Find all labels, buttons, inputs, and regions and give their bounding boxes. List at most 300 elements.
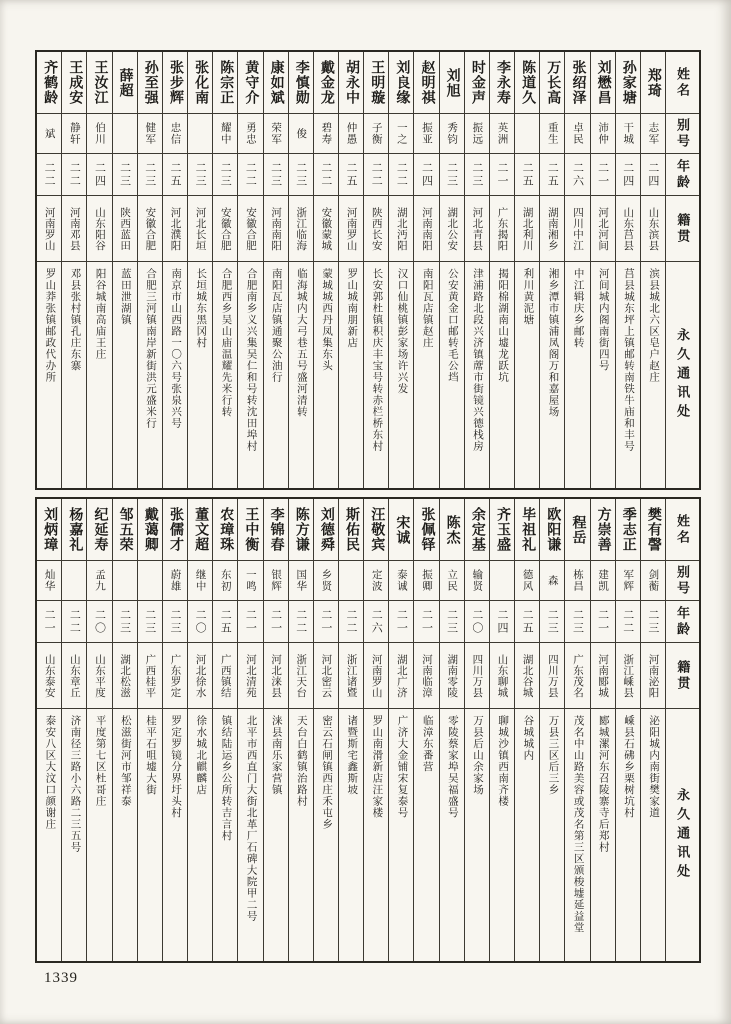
person-age: 二三 (188, 153, 212, 195)
person-address: 莒县城东坪上镇邮转南铁牛庙和丰号 (616, 261, 640, 488)
person-alias: 泰诚 (389, 560, 413, 600)
person-name: 张儒才 (167, 507, 183, 552)
person-age: 二四 (616, 153, 640, 195)
person-alias: 健军 (138, 113, 162, 153)
person-name: 胡永中 (344, 60, 360, 105)
person-alias: 一鸣 (238, 560, 262, 600)
entry-column (514, 499, 539, 961)
person-age: 二二 (289, 600, 313, 642)
person-alias: 荣军 (264, 113, 288, 153)
entry-column (61, 499, 86, 961)
person-alias: 森 (540, 560, 564, 600)
person-name: 张佩铎 (419, 507, 435, 552)
person-native-place: 湖北谷城 (515, 642, 539, 708)
person-age: 二〇 (465, 600, 489, 642)
person-age: 二一 (37, 600, 61, 642)
person-native-place: 安徽合肥 (138, 195, 162, 261)
person-address: 徐水城北麒麟店 (188, 708, 212, 961)
person-alias: 建凯 (591, 560, 615, 600)
person-native-place: 湖北沔阳 (389, 195, 413, 261)
person-alias: 静轩 (62, 113, 86, 153)
person-age: 二二 (62, 600, 86, 642)
person-alias: 沛仲 (591, 113, 615, 153)
entry-column (112, 499, 137, 961)
person-address: 镇结陆运乡公所转吉言村 (213, 708, 237, 961)
person-name: 王明璇 (369, 60, 385, 105)
person-age: 二二 (364, 153, 388, 195)
person-age: 二三 (565, 600, 589, 642)
person-name: 薛超 (117, 67, 133, 98)
person-address: 万县后山余家场 (465, 708, 489, 961)
person-address: 涞县南乐家营镇 (264, 708, 288, 961)
entry-column (489, 499, 514, 961)
entry-column (263, 499, 288, 961)
entry-column (514, 52, 539, 488)
person-name: 毕祖礼 (520, 507, 536, 552)
person-native-place: 广西桂平 (138, 642, 162, 708)
person-address: 合肥南乡义兴集吴仁和号转沈田埠村 (238, 261, 262, 488)
person-alias: 栋昌 (565, 560, 589, 600)
entry-column (338, 52, 363, 488)
person-address: 公安黄金口邮转毛公垱 (440, 261, 464, 488)
entry-column (313, 499, 338, 961)
person-native-place: 四川中江 (565, 195, 589, 261)
person-native-place: 河南泌阳 (641, 642, 665, 708)
person-address: 合肥西乡吴山庙温耀先米行转 (213, 261, 237, 488)
person-name: 季志正 (620, 507, 636, 552)
entry-column (137, 499, 162, 961)
person-name: 陈杰 (444, 514, 460, 545)
entry-column (237, 499, 262, 961)
entry-column (464, 52, 489, 488)
person-age: 二二 (62, 153, 86, 195)
person-age: 二四 (87, 153, 111, 195)
directory-table-top (35, 50, 701, 490)
header-column (665, 499, 699, 961)
person-age: 二一 (264, 600, 288, 642)
person-name: 欧阳谦 (545, 507, 561, 552)
person-age: 二三 (113, 600, 137, 642)
person-age: 二二 (37, 153, 61, 195)
person-native-place: 广东揭阳 (490, 195, 514, 261)
person-alias (339, 560, 363, 600)
person-age: 二〇 (87, 600, 111, 642)
person-alias: 勇忠 (238, 113, 262, 153)
person-name: 方崇善 (595, 507, 611, 552)
entry-column (413, 499, 438, 961)
person-alias: 重生 (540, 113, 564, 153)
person-alias: 英洲 (490, 113, 514, 153)
person-alias (113, 560, 137, 600)
person-native-place: 安徽合肥 (238, 195, 262, 261)
person-name: 宋诚 (394, 514, 410, 545)
person-name: 李锦春 (268, 507, 284, 552)
entry-column (263, 52, 288, 488)
person-address: 利川黄泥塘 (515, 261, 539, 488)
person-name: 张步辉 (167, 60, 183, 105)
entry-column (338, 499, 363, 961)
person-alias: 干城 (616, 113, 640, 153)
person-alias: 耀中 (213, 113, 237, 153)
person-native-place: 广东罗定 (163, 642, 187, 708)
person-name: 王成安 (67, 60, 83, 105)
entry-column (640, 52, 665, 488)
entry-column (564, 499, 589, 961)
header-native-label: 籍贯 (666, 195, 699, 261)
person-name: 赵明祺 (419, 60, 435, 105)
entry-column (37, 499, 61, 961)
person-name: 纪延寿 (92, 507, 108, 552)
person-name: 斯佑民 (344, 507, 360, 552)
person-alias: 蔚雄 (163, 560, 187, 600)
person-address: 泰安八区大汶口颜谢庄 (37, 708, 61, 961)
person-address: 广济大金铺宋复泰号 (389, 708, 413, 961)
person-address: 湘乡潭市镇浦凤阁万和嘉屋场 (540, 261, 564, 488)
person-native-place: 广东茂名 (565, 642, 589, 708)
person-native-place: 河北涞县 (264, 642, 288, 708)
person-name: 王中衡 (243, 507, 259, 552)
entry-column (363, 52, 388, 488)
person-address: 南阳瓦店镇通聚公油行 (264, 261, 288, 488)
entry-column (413, 52, 438, 488)
person-age: 二一 (490, 153, 514, 195)
person-alias: 银辉 (264, 560, 288, 600)
person-alias: 卓民 (565, 113, 589, 153)
person-name: 戴蔼卿 (142, 507, 158, 552)
person-alias: 军辉 (616, 560, 640, 600)
page-number: 1339 (44, 970, 78, 986)
person-alias: 振卿 (414, 560, 438, 600)
entry-column (86, 52, 111, 488)
entry-column (464, 499, 489, 961)
person-name: 张绍泽 (570, 60, 586, 105)
person-native-place: 河北徐水 (188, 642, 212, 708)
entry-column (288, 499, 313, 961)
person-native-place: 河南邓县 (62, 195, 86, 261)
person-name: 刘炳璋 (42, 507, 58, 552)
entry-column (61, 52, 86, 488)
entry-column (590, 499, 615, 961)
person-native-place: 浙江临海 (289, 195, 313, 261)
entry-column (388, 52, 413, 488)
person-name: 邹五荣 (117, 507, 133, 552)
person-alias: 俊 (289, 113, 313, 153)
person-native-place: 河北濮阳 (163, 195, 187, 261)
person-age: 二一 (314, 600, 338, 642)
person-address: 临漳东番营 (414, 708, 438, 961)
entry-column (187, 499, 212, 961)
person-age: 二三 (289, 153, 313, 195)
person-age: 二二 (339, 600, 363, 642)
person-address: 北平市西直门大街北革厂石碑大院甲二号 (238, 708, 262, 961)
person-native-place: 湖北利川 (515, 195, 539, 261)
person-age: 二五 (540, 153, 564, 195)
person-native-place: 河南罗山 (37, 195, 61, 261)
person-address: 罗山南滑新店汪家楼 (364, 708, 388, 961)
person-age: 二六 (565, 153, 589, 195)
person-alias: 剑蘅 (641, 560, 665, 600)
person-age: 二一 (591, 600, 615, 642)
entry-column (162, 52, 187, 488)
person-native-place: 湖北松滋 (113, 642, 137, 708)
entry-column (388, 499, 413, 961)
header-age-label: 年龄 (666, 153, 699, 195)
header-age-label: 年龄 (666, 600, 699, 642)
person-name: 康如斌 (268, 60, 284, 105)
person-native-place: 山东章丘 (62, 642, 86, 708)
person-native-place: 广西镇结 (213, 642, 237, 708)
person-alias: 输贤 (465, 560, 489, 600)
person-age: 二五 (515, 600, 539, 642)
person-alias: 振远 (465, 113, 489, 153)
header-alias-label: 别号 (666, 113, 699, 153)
person-address: 合肥三河镇南岸新街洪元盛米行 (138, 261, 162, 488)
entry-column (489, 52, 514, 488)
person-name: 刘良缘 (394, 60, 410, 105)
person-address: 蒙城城西丹凤集东头 (314, 261, 338, 488)
person-name: 齐鹤龄 (42, 60, 58, 105)
person-alias: 定波 (364, 560, 388, 600)
entry-column (615, 499, 640, 961)
entry-column (137, 52, 162, 488)
person-address: 零陵蔡家埠吴福盛号 (440, 708, 464, 961)
person-address: 蓝田泄湖镇 (113, 261, 137, 488)
entry-column (187, 52, 212, 488)
person-address: 罗山城南朋新店 (339, 261, 363, 488)
person-native-place: 四川万县 (465, 642, 489, 708)
person-address: 诸暨斯宅鑫斯坡 (339, 708, 363, 961)
person-age: 二三 (641, 600, 665, 642)
person-alias: 灿华 (37, 560, 61, 600)
person-address: 临海城内大弓巷五号盛河清转 (289, 261, 313, 488)
person-age: 二五 (213, 600, 237, 642)
person-name: 董文超 (193, 507, 209, 552)
person-alias (138, 560, 162, 600)
entry-column (615, 52, 640, 488)
person-native-place: 河南罗山 (339, 195, 363, 261)
header-addr-label: 永久通讯处 (666, 261, 699, 488)
person-age: 二四 (414, 153, 438, 195)
entry-column (86, 499, 111, 961)
person-address: 泌阳城内南街樊家道 (641, 708, 665, 961)
person-address: 长安郭杜镇积庆丰宝号转赤栏桥东村 (364, 261, 388, 488)
person-address: 济南径三路小六路二三五号 (62, 708, 86, 961)
person-native-place: 浙江诸暨 (339, 642, 363, 708)
person-alias: 斌 (37, 113, 61, 153)
person-native-place: 浙江嵊县 (616, 642, 640, 708)
person-address: 邓县张村镇孔庄东寨 (62, 261, 86, 488)
person-address: 嵊县石砩乡栗树坑村 (616, 708, 640, 961)
person-age: 二三 (465, 153, 489, 195)
person-address: 滨县城北六区皂户赵庄 (641, 261, 665, 488)
person-name: 樊有謦 (645, 507, 661, 552)
header-native-label: 籍贯 (666, 642, 699, 708)
person-age: 二三 (440, 600, 464, 642)
person-name: 杨嘉礼 (67, 507, 83, 552)
person-age: 二四 (641, 153, 665, 195)
person-address: 阳谷城南高庙王庄 (87, 261, 111, 488)
person-address: 汉口仙桃镇彭家场许兴发 (389, 261, 413, 488)
person-name: 刘旭 (444, 67, 460, 98)
person-native-place: 河北长垣 (188, 195, 212, 261)
person-address: 天台白鹤镇治路村 (289, 708, 313, 961)
person-address: 郾城漯河东召陵寨寺后郑村 (591, 708, 615, 961)
entry-column (212, 52, 237, 488)
header-column (665, 52, 699, 488)
person-native-place: 河南临漳 (414, 642, 438, 708)
person-age: 二四 (490, 600, 514, 642)
person-address: 河间城内阁南街四号 (591, 261, 615, 488)
person-alias: 碧寿 (314, 113, 338, 153)
entry-column (539, 52, 564, 488)
person-name: 郑琦 (645, 67, 661, 98)
person-age: 二一 (591, 153, 615, 195)
person-alias: 志军 (641, 113, 665, 153)
entry-column (564, 52, 589, 488)
person-age: 二三 (540, 600, 564, 642)
person-native-place: 湖北广济 (389, 642, 413, 708)
person-alias: 秀钧 (440, 113, 464, 153)
person-name: 陈宗正 (218, 60, 234, 105)
person-address: 津浦路北段兴济镇蓆市街镜兴德栈房 (465, 261, 489, 488)
entry-column (37, 52, 61, 488)
person-name: 李慎勋 (293, 60, 309, 105)
header-name-label: 姓名 (675, 513, 690, 546)
person-alias: 子衡 (364, 113, 388, 153)
person-age: 二二 (616, 600, 640, 642)
person-alias (113, 113, 137, 153)
person-name: 程岳 (570, 514, 586, 545)
person-age: 二一 (238, 600, 262, 642)
person-name: 黄守介 (243, 60, 259, 105)
person-age: 二三 (138, 600, 162, 642)
person-address: 南阳瓦店镇赵庄 (414, 261, 438, 488)
person-address: 密云石闸镇西庄禾屯乡 (314, 708, 338, 961)
person-native-place: 山东聊城 (490, 642, 514, 708)
person-name: 汪敬宾 (369, 507, 385, 552)
person-alias: 东初 (213, 560, 237, 600)
entry-column (237, 52, 262, 488)
person-native-place: 河北河间 (591, 195, 615, 261)
person-alias: 忠信 (163, 113, 187, 153)
person-native-place: 河北密云 (314, 642, 338, 708)
entry-column (590, 52, 615, 488)
person-address: 中江辑庆乡邮转 (565, 261, 589, 488)
person-native-place: 山东阳谷 (87, 195, 111, 261)
person-native-place: 湖南零陵 (440, 642, 464, 708)
person-alias: 振亚 (414, 113, 438, 153)
person-alias: 仲愚 (339, 113, 363, 153)
person-alias: 孟九 (87, 560, 111, 600)
person-name: 孙至强 (142, 60, 158, 105)
directory-table-bottom (35, 497, 701, 963)
person-age: 二三 (163, 600, 187, 642)
person-address: 罗山莽张镇邮政代办所 (37, 261, 61, 488)
person-name: 戴金龙 (318, 60, 334, 105)
person-native-place: 陕西蓝田 (113, 195, 137, 261)
person-alias (490, 560, 514, 600)
person-address: 松滋街河市邹祥泰 (113, 708, 137, 961)
header-addr-label: 永久通讯处 (666, 708, 699, 961)
person-name: 陈方谦 (293, 507, 309, 552)
person-native-place: 安徽合肥 (213, 195, 237, 261)
person-name: 孙家塘 (620, 60, 636, 105)
person-age: 二五 (163, 153, 187, 195)
person-native-place: 安徽蒙城 (314, 195, 338, 261)
person-age: 二五 (515, 153, 539, 195)
person-age: 二二 (314, 153, 338, 195)
entry-column (288, 52, 313, 488)
person-native-place: 湖北公安 (440, 195, 464, 261)
person-age: 二六 (364, 600, 388, 642)
person-native-place: 河南郾城 (591, 642, 615, 708)
header-alias-label: 别号 (666, 560, 699, 600)
person-address: 平度第七区杜哥庄 (87, 708, 111, 961)
entry-column (539, 499, 564, 961)
person-alias (515, 113, 539, 153)
person-native-place: 河北青县 (465, 195, 489, 261)
person-alias (188, 113, 212, 153)
person-name: 刘懋昌 (595, 60, 611, 105)
person-native-place: 河北清苑 (238, 642, 262, 708)
entry-column (162, 499, 187, 961)
person-age: 二一 (389, 600, 413, 642)
person-name: 陈道久 (520, 60, 536, 105)
person-name: 余定基 (469, 507, 485, 552)
person-alias: 国华 (289, 560, 313, 600)
person-alias (62, 560, 86, 600)
person-address: 长垣城东黑冈村 (188, 261, 212, 488)
person-address: 揭阳棉湖南山墟龙跃坑 (490, 261, 514, 488)
person-address: 万县三区后三乡 (540, 708, 564, 961)
person-age: 二三 (113, 153, 137, 195)
entry-column (363, 499, 388, 961)
person-address: 南京市山西路一〇六号张泉兴号 (163, 261, 187, 488)
person-age: 二三 (213, 153, 237, 195)
person-alias: 德风 (515, 560, 539, 600)
entry-column (112, 52, 137, 488)
person-name: 时金声 (469, 60, 485, 105)
person-age: 二五 (339, 153, 363, 195)
person-native-place: 山东平度 (87, 642, 111, 708)
person-native-place: 山东莒县 (616, 195, 640, 261)
entry-column (313, 52, 338, 488)
person-address: 谷城城内 (515, 708, 539, 961)
person-alias: 乡贤 (314, 560, 338, 600)
person-native-place: 浙江天台 (289, 642, 313, 708)
person-native-place: 陕西长安 (364, 195, 388, 261)
person-native-place: 山东泰安 (37, 642, 61, 708)
person-alias: 一之 (389, 113, 413, 153)
entry-column (439, 52, 464, 488)
person-age: 二二 (238, 153, 262, 195)
person-age: 二三 (138, 153, 162, 195)
person-address: 桂平石咀墟大街 (138, 708, 162, 961)
person-name: 张化南 (193, 60, 209, 105)
person-native-place: 四川万县 (540, 642, 564, 708)
entry-column (640, 499, 665, 961)
person-native-place: 河南罗山 (364, 642, 388, 708)
person-address: 罗定罗镜分界圩头村 (163, 708, 187, 961)
person-age: 二三 (264, 153, 288, 195)
person-age: 二〇 (188, 600, 212, 642)
person-name: 齐玉盛 (494, 507, 510, 552)
person-alias: 立民 (440, 560, 464, 600)
person-name: 农璋珠 (218, 507, 234, 552)
person-age: 二一 (414, 600, 438, 642)
person-native-place: 山东滨县 (641, 195, 665, 261)
person-alias: 继中 (188, 560, 212, 600)
